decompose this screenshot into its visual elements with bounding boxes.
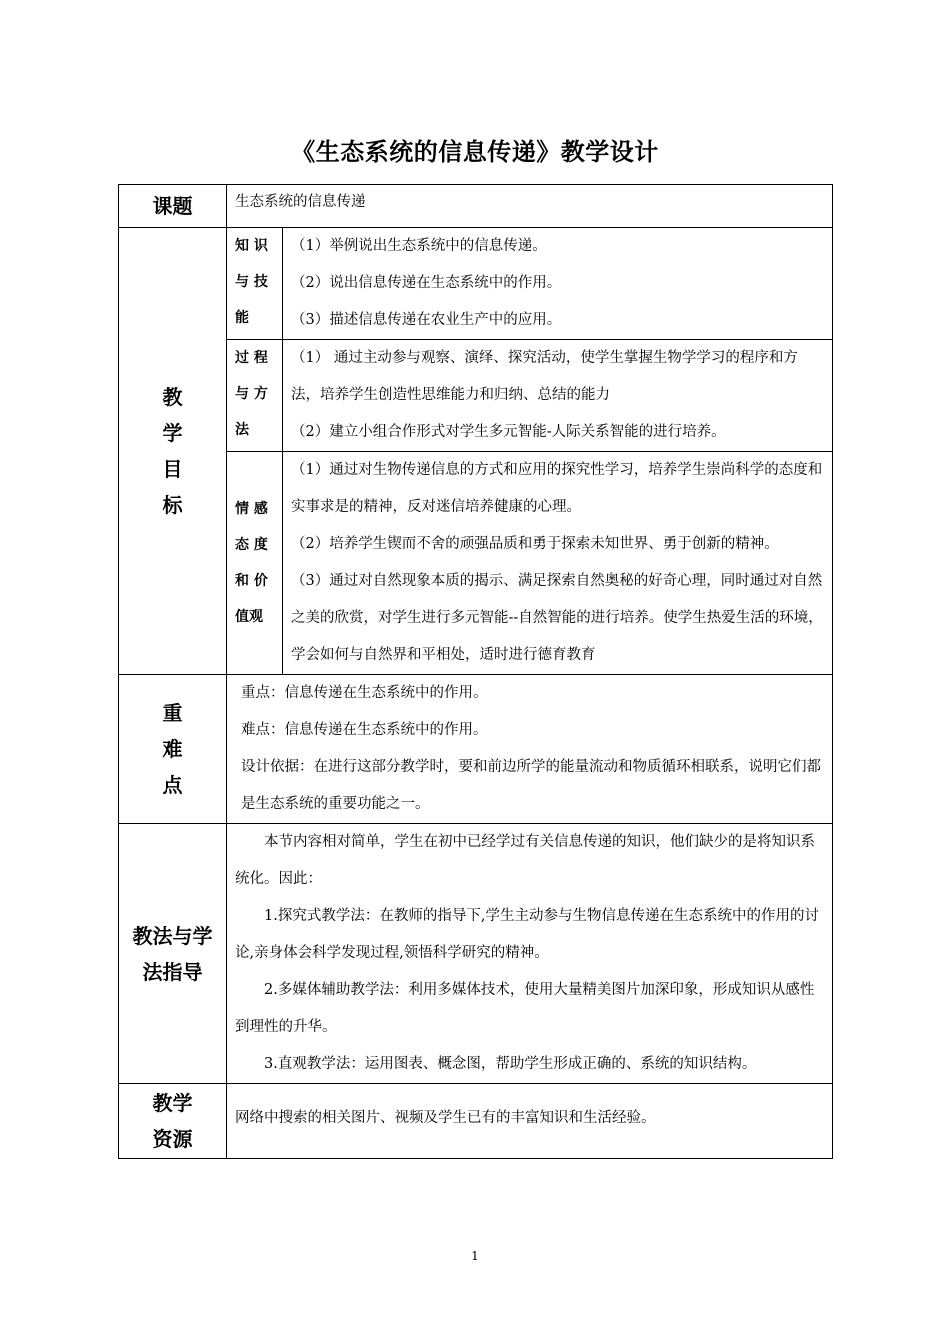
list-item: 难点：信息传递在生态系统中的作用。 bbox=[241, 722, 488, 738]
list-item: （2）建立小组合作形式对学生多元智能-人际关系智能的进行培养。 bbox=[291, 424, 726, 440]
list-item: （1）通过对生物传递信息的方式和应用的探究性学习，培养学生崇尚科学的态度和实事求是的精神，反对迷信培养健康的心理。 bbox=[291, 462, 823, 515]
key-points-label: 重 难 点 bbox=[119, 675, 227, 824]
knowledge-items bbox=[283, 228, 833, 340]
list-item: 3.直观教学法：运用图表、概念图，帮助学生形成正确的、系统的知识结构。 bbox=[264, 1056, 757, 1072]
list-item: 重点：信息传递在生态系统中的作用。 bbox=[241, 685, 488, 701]
process-row bbox=[119, 340, 833, 452]
page-number: 1 bbox=[471, 1249, 479, 1263]
key-points-row bbox=[119, 675, 833, 824]
methods-items bbox=[227, 824, 833, 1084]
topic-row bbox=[119, 185, 833, 228]
emotion-row bbox=[119, 452, 833, 675]
list-item: （3）描述信息传递在农业生产中的应用。 bbox=[291, 312, 562, 328]
lesson-plan-table bbox=[118, 184, 833, 1159]
knowledge-row bbox=[119, 228, 833, 340]
emotion-items bbox=[283, 452, 833, 675]
objectives-label: 教 学 目 标 bbox=[119, 228, 227, 675]
key-points-items bbox=[227, 675, 833, 824]
list-item: 设计依据：在进行这部分教学时，要和前边所学的能量流动和物质循环相联系，说明它们都是生态系统的重要功能之一。 bbox=[241, 759, 821, 812]
topic-value: 生态系统的信息传递 bbox=[227, 185, 833, 228]
resources-row bbox=[119, 1084, 833, 1159]
list-item: （2）培养学生锲而不舍的顽强品质和勇于探索未知世界、勇于创新的精神。 bbox=[291, 536, 779, 552]
list-item: （1） 通过主动参与观察、演绎、探究活动，使学生掌握生物学学习的程序和方法，培养学生创造性思维能力和归纳、总结的能力 bbox=[291, 350, 798, 403]
process-label: 过 程 与 方 法 bbox=[227, 340, 283, 452]
emotion-label: 情 感 态 度 和 价 值观 bbox=[227, 452, 283, 675]
list-item: （2）说出信息传递在生态系统中的作用。 bbox=[291, 275, 562, 291]
process-items bbox=[283, 340, 833, 452]
methods-label: 教法与学 法指导 bbox=[119, 824, 227, 1084]
document-title: 《生态系统的信息传递》教学设计 bbox=[291, 138, 659, 166]
list-item: 1.探究式教学法：在教师的指导下,学生主动参与生物信息传递在生态系统中的作用的讨论,亲身体会科学发现过程,领悟科学研究的精神。 bbox=[235, 908, 819, 961]
list-item: （3）通过对自然现象本质的揭示、满足探索自然奥秘的好奇心理，同时通过对自然之美的欣赏，对学生进行多元智能--自然智能的进行培养。使学生热爱生活的环境，学会如何与自然界和平相处，适时进行德育教育 bbox=[291, 573, 823, 663]
resources-label: 教学 资源 bbox=[119, 1084, 227, 1159]
topic-label: 课题 bbox=[119, 185, 227, 228]
methods-row bbox=[119, 824, 833, 1084]
list-item: 2.多媒体辅助教学法：利用多媒体技术，使用大量精美图片加深印象，形成知识从感性到理性的升华。 bbox=[235, 982, 815, 1035]
knowledge-label: 知 识 与 技 能 bbox=[227, 228, 283, 340]
list-item: 本节内容相对简单，学生在初中已经学过有关信息传递的知识，他们缺少的是将知识系统化。因此： bbox=[235, 834, 815, 887]
list-item: （1）举例说出生态系统中的信息传递。 bbox=[291, 238, 547, 254]
resources-value: 网络中搜索的相关图片、视频及学生已有的丰富知识和生活经验。 bbox=[227, 1084, 833, 1159]
